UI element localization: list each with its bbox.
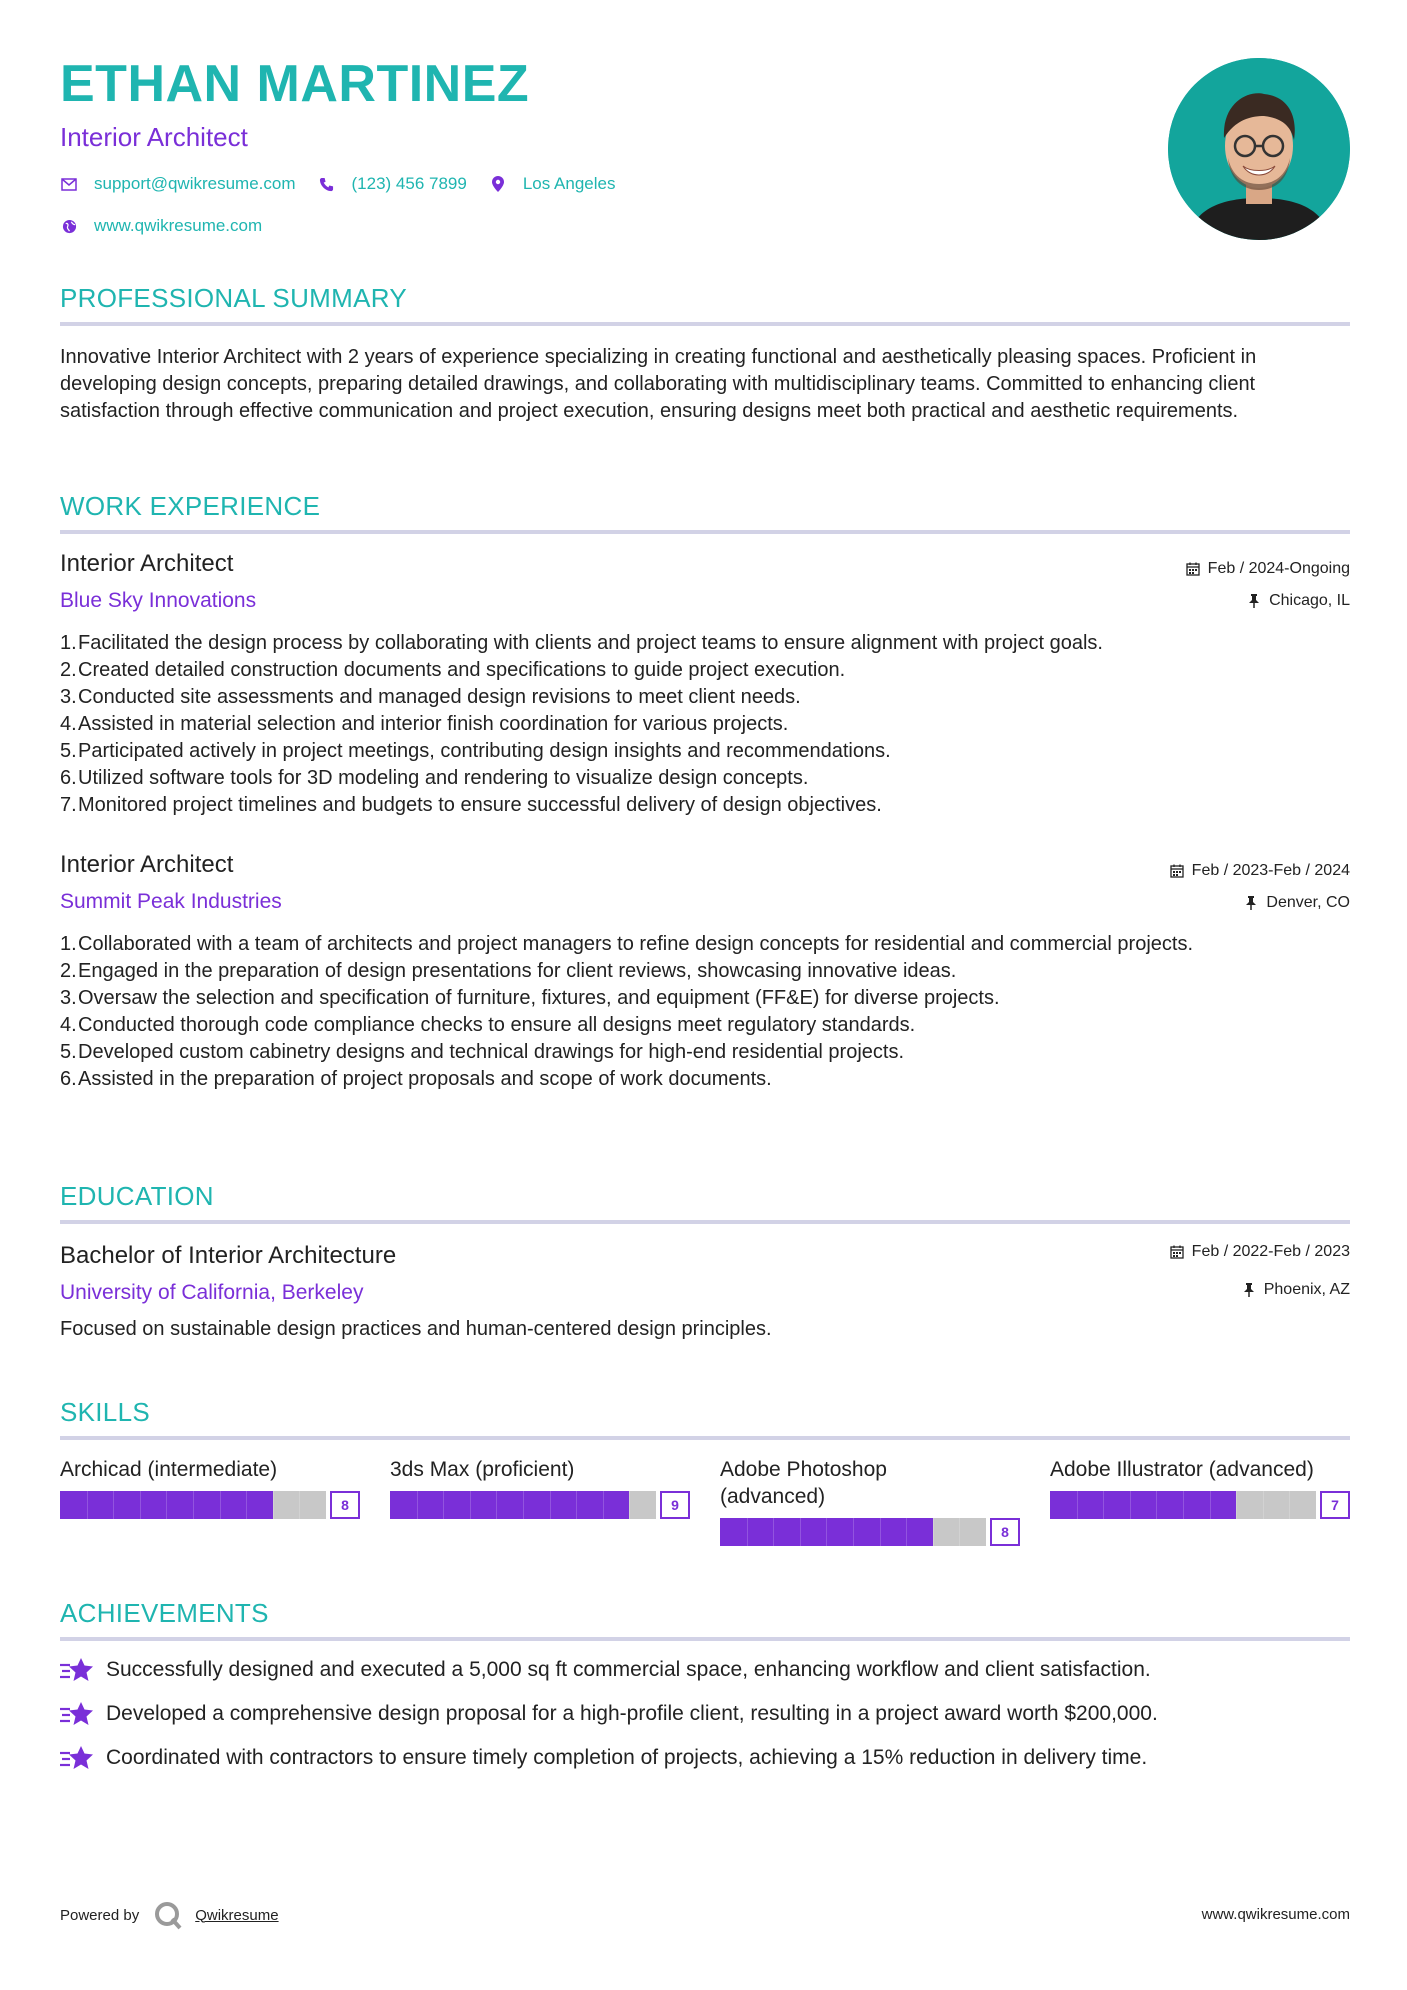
education-divider [60, 1220, 1350, 1224]
list-item: Assisted in material selection and interior finish coordination for various projects. [78, 713, 789, 735]
skill-item [720, 1456, 1020, 1546]
skill-item [1050, 1456, 1350, 1519]
calendar-icon [1186, 562, 1200, 576]
skill-bar-segment [496, 1491, 497, 1519]
education-location [1242, 1281, 1350, 1299]
list-item: Utilized software tools for 3D modeling and rendering to visualize design concepts. [78, 767, 809, 789]
skill-bar-segment [113, 1491, 114, 1519]
list-item: Developed custom cabinetry designs and technical drawings for high-end residential projects. [78, 1041, 905, 1063]
achievement-text: Developed a comprehensive design proposal for a high-profile client, resulting in a project award worth $200,000. [106, 1702, 1158, 1725]
list-item: Collaborated with a team of architects and project managers to refine design concepts for residential and commercial projects. [78, 933, 1194, 955]
job-date-text: Feb / 2023-Feb / 2024 [1191, 862, 1350, 879]
job-title: Interior Architect [60, 550, 234, 577]
skill-bar-segment [773, 1518, 774, 1546]
skill-bar-segment [1183, 1491, 1184, 1519]
list-item: Conducted site assessments and managed design revisions to meet client needs. [78, 686, 801, 708]
skill-name: Archicad (intermediate) [60, 1458, 278, 1481]
achievement-item [60, 1745, 1147, 1771]
achievement-text: Coordinated with contractors to ensure timely completion of projects, achieving a 15% reduction in delivery time. [106, 1746, 1148, 1769]
list-item: Monitored project timelines and budgets to ensure successful delivery of design objectives. [78, 794, 882, 816]
skill-level: 7 [1320, 1491, 1350, 1519]
education-description: Focused on sustainable design practices and human-centered design principles. [60, 1318, 772, 1340]
candidate-role: Interior Architect [60, 122, 248, 152]
education-location-text: Phoenix, AZ [1263, 1281, 1350, 1298]
achievement-item [60, 1701, 1158, 1727]
contact-website[interactable] [60, 216, 262, 236]
contact-row [60, 174, 637, 194]
calendar-icon [1170, 864, 1184, 878]
list-item: Participated actively in project meetings, contributing design insights and recommendations. [78, 740, 891, 762]
job-location [1247, 592, 1350, 610]
achievements-divider [60, 1637, 1350, 1641]
footer-site[interactable]: www.qwikresume.com [1201, 1906, 1350, 1923]
list-item: Assisted in the preparation of project proposals and scope of work documents. [78, 1068, 772, 1090]
skill-bar-segment [1289, 1491, 1290, 1519]
pushpin-icon [1244, 896, 1258, 910]
skill-bar-track [60, 1491, 326, 1519]
skill-bar-segment [1077, 1491, 1078, 1519]
education-date-text: Feb / 2022-Feb / 2023 [1191, 1243, 1350, 1260]
skill-bar [720, 1518, 1020, 1546]
skill-bar-segment [880, 1518, 881, 1546]
shooting-star-icon [60, 1745, 94, 1771]
pushpin-icon [1242, 1283, 1256, 1297]
skill-bar-segment [933, 1518, 934, 1546]
map-pin-icon [489, 175, 507, 193]
job-date-text: Feb / 2024-Ongoing [1207, 560, 1350, 577]
list-item: Created detailed construction documents and specifications to guide project execution. [78, 659, 846, 681]
achievement-text: Successfully designed and executed a 5,000 sq ft commercial space, enhancing workflow and client satisfaction. [106, 1658, 1151, 1681]
skills-title: SKILLS [60, 1397, 150, 1427]
summary-divider [60, 322, 1350, 326]
globe-icon [60, 217, 78, 235]
envelope-icon [60, 175, 78, 193]
skill-bar-segment [1156, 1491, 1157, 1519]
skill-bar-segment [299, 1491, 300, 1519]
skill-level: 9 [660, 1491, 690, 1519]
skill-bar-track [390, 1491, 656, 1519]
skills-divider [60, 1436, 1350, 1440]
job-date [1170, 862, 1350, 880]
job-title: Interior Architect [60, 851, 234, 878]
phone-text: (123) 456 7899 [351, 174, 467, 193]
pushpin-icon [1247, 594, 1261, 608]
skill-bar-segment [87, 1491, 88, 1519]
profile-photo [1168, 58, 1350, 240]
job-bullets [60, 630, 1350, 819]
skill-bar-segment [1130, 1491, 1131, 1519]
phone-icon [318, 175, 336, 193]
skill-item [60, 1456, 360, 1519]
skill-bar-segment [1210, 1491, 1211, 1519]
skill-bar-track [720, 1518, 986, 1546]
skill-bar-segment [443, 1491, 444, 1519]
skill-bar-segment [959, 1518, 960, 1546]
job-location-text: Denver, CO [1266, 894, 1350, 911]
summary-title: PROFESSIONAL SUMMARY [60, 283, 407, 313]
job-bullets [60, 931, 1350, 1093]
skill-bar-track [1050, 1491, 1316, 1519]
contact-phone[interactable] [318, 174, 467, 194]
contact-row-website [60, 216, 284, 236]
skill-bar-segment [1263, 1491, 1264, 1519]
list-item: Facilitated the design process by collaborating with clients and project teams to ensure alignment with project goals. [78, 632, 1103, 654]
list-item: Engaged in the preparation of design presentations for client reviews, showcasing innovative ideas. [78, 960, 957, 982]
skill-bar-segment [800, 1518, 801, 1546]
skill-bar [1050, 1491, 1350, 1519]
skill-item [390, 1456, 690, 1519]
degree-title: Bachelor of Interior Architecture [60, 1242, 397, 1269]
resume-page [60, 0, 1350, 1990]
job-location [1244, 894, 1350, 912]
list-item: Conducted thorough code compliance checks to ensure all designs meet regulatory standards. [78, 1014, 916, 1036]
skill-name: Adobe Photoshop (advanced) [720, 1458, 887, 1508]
achievement-item [60, 1657, 1151, 1683]
skill-bar-fill [390, 1491, 629, 1519]
skill-level: 8 [990, 1518, 1020, 1546]
shooting-star-icon [60, 1657, 94, 1683]
shooting-star-icon [60, 1701, 94, 1727]
powered-by-label: Powered by [60, 1906, 140, 1924]
job-date [1186, 560, 1350, 578]
experience-divider [60, 530, 1350, 534]
candidate-name: ETHAN MARTINEZ [60, 55, 530, 113]
skill-bar-segment [747, 1518, 748, 1546]
skill-bar-segment [603, 1491, 604, 1519]
skill-bar-segment [629, 1491, 630, 1519]
skill-bar-segment [220, 1491, 221, 1519]
qwikresume-logo-icon [153, 1900, 183, 1930]
skill-bar-segment [1103, 1491, 1104, 1519]
skill-bar-segment [576, 1491, 577, 1519]
skill-name: Adobe Illustrator (advanced) [1050, 1458, 1314, 1481]
location-text: Los Angeles [522, 174, 616, 193]
job-location-text: Chicago, IL [1269, 592, 1350, 609]
skill-name: 3ds Max (proficient) [390, 1458, 575, 1481]
skill-bar [60, 1491, 360, 1519]
calendar-icon [1170, 1245, 1184, 1259]
qwikresume-link[interactable]: Qwikresume [195, 1906, 279, 1924]
email-text: support@qwikresume.com [94, 174, 296, 193]
experience-title: WORK EXPERIENCE [60, 491, 321, 521]
skill-bar-segment [140, 1491, 141, 1519]
job-company: Blue Sky Innovations [60, 589, 257, 612]
school-name: University of California, Berkeley [60, 1281, 364, 1304]
job-company: Summit Peak Industries [60, 890, 282, 913]
skill-bar-segment [550, 1491, 551, 1519]
website-text: www.qwikresume.com [94, 216, 263, 235]
skill-bar-segment [853, 1518, 854, 1546]
skill-bar-segment [166, 1491, 167, 1519]
skill-bar-segment [273, 1491, 274, 1519]
skill-level: 8 [330, 1491, 360, 1519]
summary-text: Innovative Interior Architect with 2 years of experience specializing in creating functional and aesthetically pleasing spaces. Proficient in developing design concepts, preparing detailed drawings, and collaborating with multidisciplinary teams. Committed to enhancing client satisfaction through effective communication and project execution, ensuring designs meet both practical and aesthetic requirements. [60, 346, 1257, 422]
skill-bar-segment [826, 1518, 827, 1546]
skill-bar-segment [1236, 1491, 1237, 1519]
skill-bar-segment [523, 1491, 524, 1519]
skill-bar-segment [417, 1491, 418, 1519]
skill-bar-segment [906, 1518, 907, 1546]
list-item: Oversaw the selection and specification of furniture, fixtures, and equipment (FF&E) for diverse projects. [78, 987, 1000, 1009]
achievements-title: ACHIEVEMENTS [60, 1598, 269, 1628]
contact-location [489, 174, 616, 194]
education-date [1170, 1243, 1350, 1261]
skill-bar-segment [470, 1491, 471, 1519]
skill-bar-segment [246, 1491, 247, 1519]
contact-email[interactable] [60, 174, 296, 194]
footer-powered-by [60, 1900, 279, 1930]
skill-bar-segment [193, 1491, 194, 1519]
skill-bar [390, 1491, 690, 1519]
education-title: EDUCATION [60, 1181, 214, 1211]
